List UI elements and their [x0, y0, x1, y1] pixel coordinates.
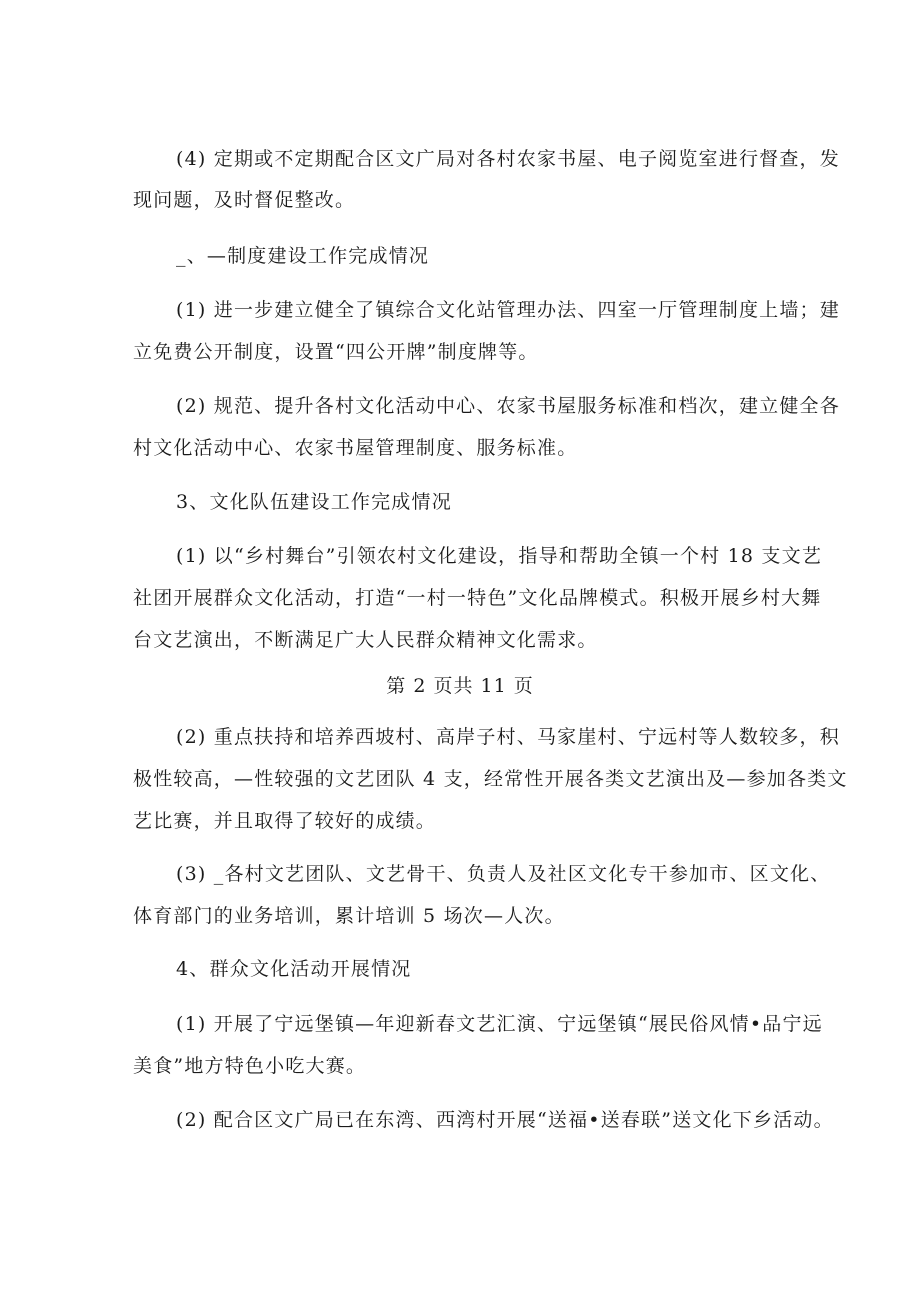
- paragraph-line: 村文化活动中心、农家书屋管理制度、服务标准。: [133, 437, 578, 459]
- paragraph-line: (2) 配合区文广局已在东湾、西湾村开展“送福•送春联”送文化下乡活动。: [176, 1109, 834, 1131]
- paragraph-line: (1) 以“乡村舞台”引领农村文化建设，指导和帮助全镇一个村 18 支文艺: [176, 545, 823, 567]
- paragraph-line: 美食”地方特色小吃大赛。: [133, 1055, 367, 1077]
- paragraph-line: 体育部门的业务培训，累计培训 5 场次—人次。: [133, 905, 565, 927]
- section-heading: _、—制度建设工作完成情况: [176, 245, 430, 267]
- paragraph-line: (1) 进一步建立健全了镇综合文化站管理办法、四室一厅管理制度上墙；建: [176, 299, 840, 321]
- paragraph-line: 极性较高，—性较强的文艺团队 4 支，经常性开展各类文艺演出及—参加各类文: [133, 768, 848, 790]
- paragraph-line: 现问题，及时督促整改。: [133, 189, 356, 211]
- paragraph-line: 社团开展群众文化活动，打造“一村一特色”文化品牌模式。积极开展乡村大舞: [133, 587, 822, 609]
- paragraph-line: (2) 规范、提升各村文化活动中心、农家书屋服务标准和档次，建立健全各: [176, 395, 840, 417]
- paragraph-line: (2) 重点扶持和培养西坡村、高岸子村、马家崖村、宁远村等人数较多，积: [176, 726, 840, 748]
- section-heading: 3、文化队伍建设工作完成情况: [176, 491, 452, 513]
- section-heading: 4、群众文化活动开展情况: [176, 958, 412, 980]
- paragraph-line: (1) 开展了宁远堡镇—年迎新春文艺汇演、宁远堡镇“展民俗风情•品宁远: [176, 1013, 823, 1035]
- paragraph-line: 艺比赛，并且取得了较好的成绩。: [133, 810, 437, 832]
- paragraph-line: (4) 定期或不定期配合区文广局对各村农家书屋、电子阅览室进行督查，发: [176, 148, 840, 170]
- page-number: 第 2 页共 11 页: [386, 675, 534, 697]
- paragraph-line: (3) _各村文艺团队、文艺骨干、负责人及社区文化专干参加市、区文化、: [176, 863, 831, 885]
- paragraph-line: 立免费公开制度，设置“四公开牌”制度牌等。: [133, 341, 539, 363]
- paragraph-line: 台文艺演出，不断满足广大人民群众精神文化需求。: [133, 629, 598, 651]
